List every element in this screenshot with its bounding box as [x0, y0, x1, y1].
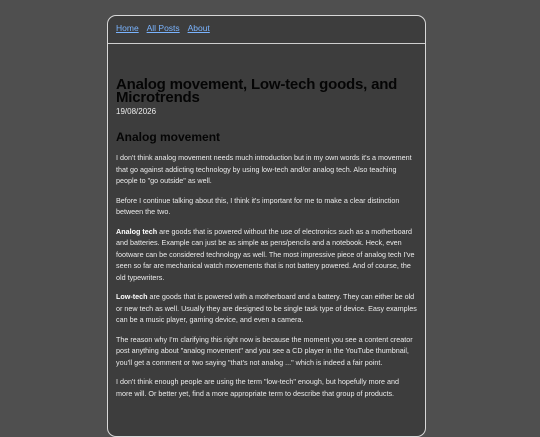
term-low-tech: Low-tech [116, 292, 148, 301]
paragraph-terminology: I don't think enough people are using the term "low-tech" enough, but hopefully more and more will. Or better yet, find a more appropriate term to describe that group of products. [116, 377, 399, 398]
paragraph-clarification: The reason why I'm clarifying this right now is because the moment you see a content creator post anything about "analog movement" and you see a CD player in the YouTube thumbnail, you'll get a comment or two saying "that's not analog ..." which is indeed a fair point. [116, 334, 413, 367]
nav-link-home[interactable]: Home [116, 23, 139, 33]
post-title: Analog movement, Low-tech goods, and Microtrends [116, 76, 398, 106]
low-tech-definition: are goods that is powered with a motherboard and a battery. They can either be old or new tech as well. Usually they are designed to be single task type of device. Easy examples can be a music player, gaming device, and even a camera. [116, 292, 417, 324]
nav-link-all-posts[interactable]: All Posts [146, 23, 180, 33]
page-frame [107, 15, 426, 437]
section-heading: Analog movement [116, 130, 221, 144]
paragraph-low-tech [116, 291, 417, 326]
post-content [108, 78, 425, 399]
post-date: 19/08/2026 [116, 107, 157, 116]
top-nav [108, 16, 425, 44]
nav-link-about[interactable]: About [187, 23, 210, 33]
term-analog-tech: Analog tech [116, 226, 158, 236]
paragraph-analog-tech [116, 226, 417, 284]
paragraph-intro: I don't think analog movement needs much introduction but in my own words it's a movement that go against addicting technology by using low-tech and/or analog tech. Also teaching people to "go outside" as well. [116, 153, 412, 185]
analog-tech-definition: are goods that is powered without the use of electronics such as a motherboard and batteries. Example can just be as simple as pens/pencils and a notebook. Heck, even footware can be considered technology as well. The most impressive piece of analog tech I've seen so far are mechanical watch movements that is not battery powered. And of course, the old typewriters. [116, 226, 415, 282]
paragraph-distinction: Before I continue talking about this, I think it's important for me to make a clear distinction between the two. [116, 195, 400, 216]
